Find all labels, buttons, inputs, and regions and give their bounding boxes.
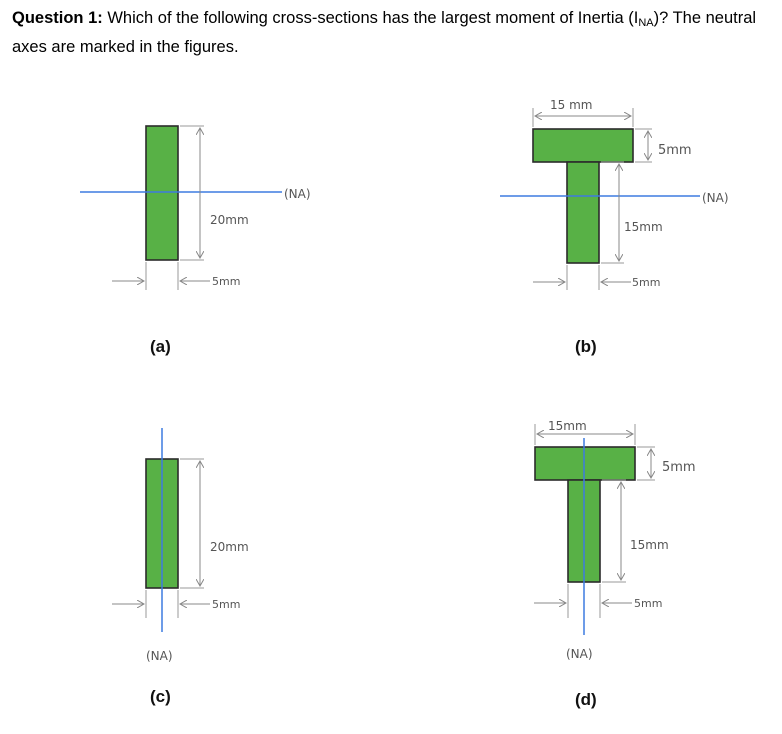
question-subscript: NA	[638, 17, 654, 29]
width-label-c: 5mm	[212, 598, 241, 611]
na-label-b: (NA)	[702, 191, 729, 205]
caption-d: (d)	[575, 690, 597, 709]
width-label-a: 5mm	[212, 275, 241, 288]
caption-c: (c)	[150, 687, 171, 706]
rectangle-section-a	[146, 126, 178, 260]
na-label-a: (NA)	[284, 187, 311, 201]
flange-b	[533, 129, 633, 162]
question-body: Which of the following cross-sections has the largest moment of Inertia (I	[102, 9, 639, 27]
web-b	[567, 162, 599, 263]
flange-width-label-d: 15mm	[548, 419, 587, 433]
figure-c	[112, 428, 249, 706]
flange-thickness-label-d: 5mm	[662, 460, 696, 475]
caption-b: (b)	[575, 337, 597, 356]
figure-d	[534, 419, 696, 709]
flange-thickness-label-b: 5mm	[658, 143, 692, 158]
flange-width-label-b: 15 mm	[550, 98, 593, 112]
height-label-a: 20mm	[210, 213, 249, 227]
web-width-label-b: 5mm	[632, 276, 661, 289]
height-label-c: 20mm	[210, 540, 249, 554]
web-height-label-b: 15mm	[624, 220, 663, 234]
figure-a	[80, 126, 311, 356]
na-label-c: (NA)	[146, 649, 173, 663]
caption-a: (a)	[150, 337, 171, 356]
na-label-d: (NA)	[566, 647, 593, 661]
flange-d	[535, 447, 635, 480]
web-height-label-d: 15mm	[630, 538, 669, 552]
question-body-end: )? The neutral axes are marked in the figures.	[12, 9, 757, 56]
web-width-label-d: 5mm	[634, 597, 663, 610]
figure-b	[500, 98, 729, 356]
question-label: Question 1:	[12, 9, 103, 27]
